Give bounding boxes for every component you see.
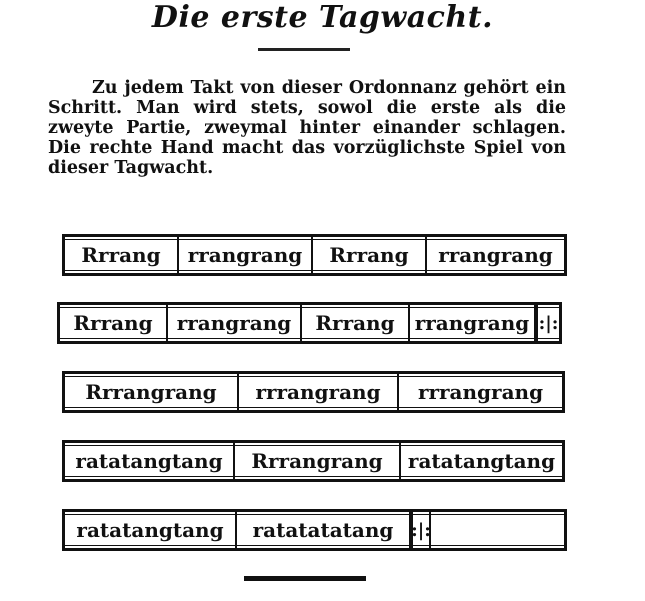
title-underline <box>258 48 350 51</box>
instruction-paragraph: Zu jedem Takt von dieser Ordonnanz gehört ein Schritt. Man wird stets, sowol die erste als die zweyte Partie, zweymal hinter einander schlagen. Die rechte Hand macht das vorzüglichste Spiel von dieser Tagwacht. <box>48 78 566 178</box>
drum-line-3 <box>62 371 565 413</box>
drum-line-2 <box>57 302 562 344</box>
measure: rrrangrang <box>239 374 399 410</box>
measure: rrangrang <box>179 237 313 273</box>
measure: ratatangtang <box>407 449 556 473</box>
measure: Rrrang <box>302 305 410 341</box>
measure: rrangrang <box>168 305 302 341</box>
measure: Rrrangrang <box>235 443 401 479</box>
measure: rrangrang <box>438 243 553 267</box>
measure: ratatangtang <box>65 443 235 479</box>
page-title: Die erste Tagwacht. <box>151 0 494 35</box>
measure: Rrrangrang <box>65 374 239 410</box>
end-rule <box>244 576 366 581</box>
measure: Rrrang <box>313 237 427 273</box>
measure: Rrrang <box>65 237 179 273</box>
repeat-sign: :|: <box>411 512 431 548</box>
measure-empty <box>431 512 564 548</box>
drum-line-5 <box>62 509 567 551</box>
measure: ratatangtang <box>65 512 237 548</box>
drum-line-4 <box>62 440 565 482</box>
measure: rrangrang <box>410 305 536 341</box>
measure: ratatatatang <box>237 512 411 548</box>
drum-line-1 <box>62 234 567 276</box>
measure: rrrangrang <box>417 380 544 404</box>
repeat-sign: :|: <box>536 305 559 341</box>
measure: Rrrang <box>60 305 168 341</box>
